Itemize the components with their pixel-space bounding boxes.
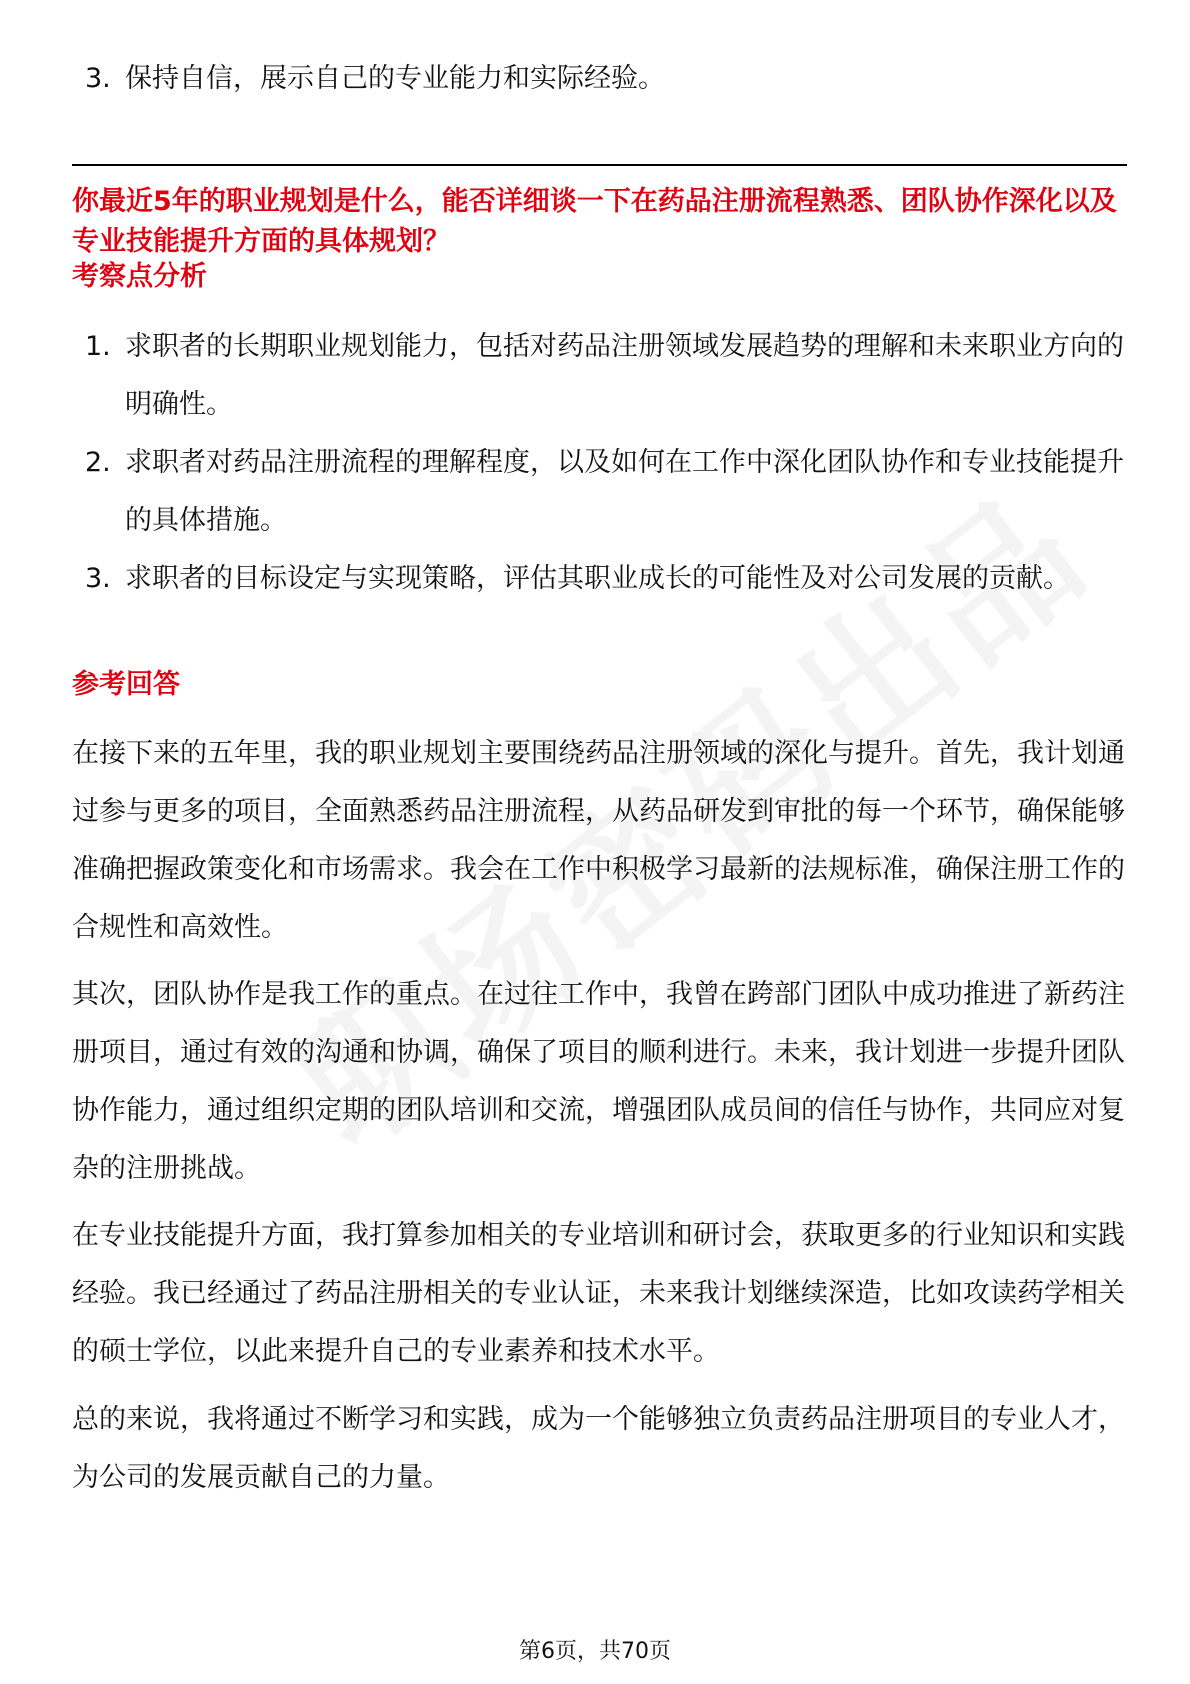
previous-list	[85, 50, 1125, 108]
list-text: 求职者的长期职业规划能力，包括对药品注册领域发展趋势的理解和未来职业方向的明确性。	[125, 331, 1124, 420]
answer-paragraph: 其次，团队协作是我工作的重点。在过往工作中，我曾在跨部门团队中成功推进了新药注册项目，通过有效的沟通和协调，确保了项目的顺利进行。未来，我计划进一步提升团队协作能力，通过组织定期的团队培训和交流，增强团队成员间的信任与协作，共同应对复杂的注册挑战。	[72, 979, 1125, 1184]
list-text: 求职者的目标设定与实现策略，评估其职业成长的可能性及对公司发展的贡献。	[125, 563, 1070, 594]
list-item	[85, 434, 1125, 550]
list-item	[85, 50, 1125, 108]
list-number: 1.	[85, 331, 111, 362]
list-number: 3.	[85, 63, 111, 94]
list-number: 2.	[85, 447, 111, 478]
page-number: 第6页，共70页	[519, 1639, 671, 1664]
answer-title: 参考回答	[72, 669, 180, 700]
answer-paragraph: 在接下来的五年里，我的职业规划主要围绕药品注册领域的深化与提升。首先，我计划通过参与更多的项目，全面熟悉药品注册流程，从药品研发到审批的每一个环节，确保能够准确把握政策变化和市场需求。我会在工作中积极学习最新的法规标准，确保注册工作的合规性和高效性。	[72, 738, 1125, 943]
list-text: 保持自信，展示自己的专业能力和实际经验。	[125, 63, 665, 94]
answer-paragraph: 总的来说，我将通过不断学习和实践，成为一个能够独立负责药品注册项目的专业人才，为公司的发展贡献自己的力量。	[72, 1404, 1125, 1493]
question-heading: 你最近5年的职业规划是什么，能否详细谈一下在药品注册流程熟悉、团队协作深化以及专业技能提升方面的具体规划？	[72, 186, 1117, 257]
analysis-list	[85, 318, 1125, 608]
answer-paragraph: 在专业技能提升方面，我打算参加相关的专业培训和研讨会，获取更多的行业知识和实践经验。我已经通过了药品注册相关的专业认证，未来我计划继续深造，比如攻读药学相关的硕士学位，以此来提升自己的专业素养和技术水平。	[72, 1220, 1125, 1367]
section-divider	[72, 164, 1127, 166]
list-item	[85, 318, 1125, 434]
analysis-title: 考察点分析	[72, 261, 207, 292]
list-text: 求职者对药品注册流程的理解程度，以及如何在工作中深化团队协作和专业技能提升的具体措施。	[125, 447, 1124, 536]
list-number: 3.	[85, 563, 111, 594]
list-item	[85, 550, 1125, 608]
